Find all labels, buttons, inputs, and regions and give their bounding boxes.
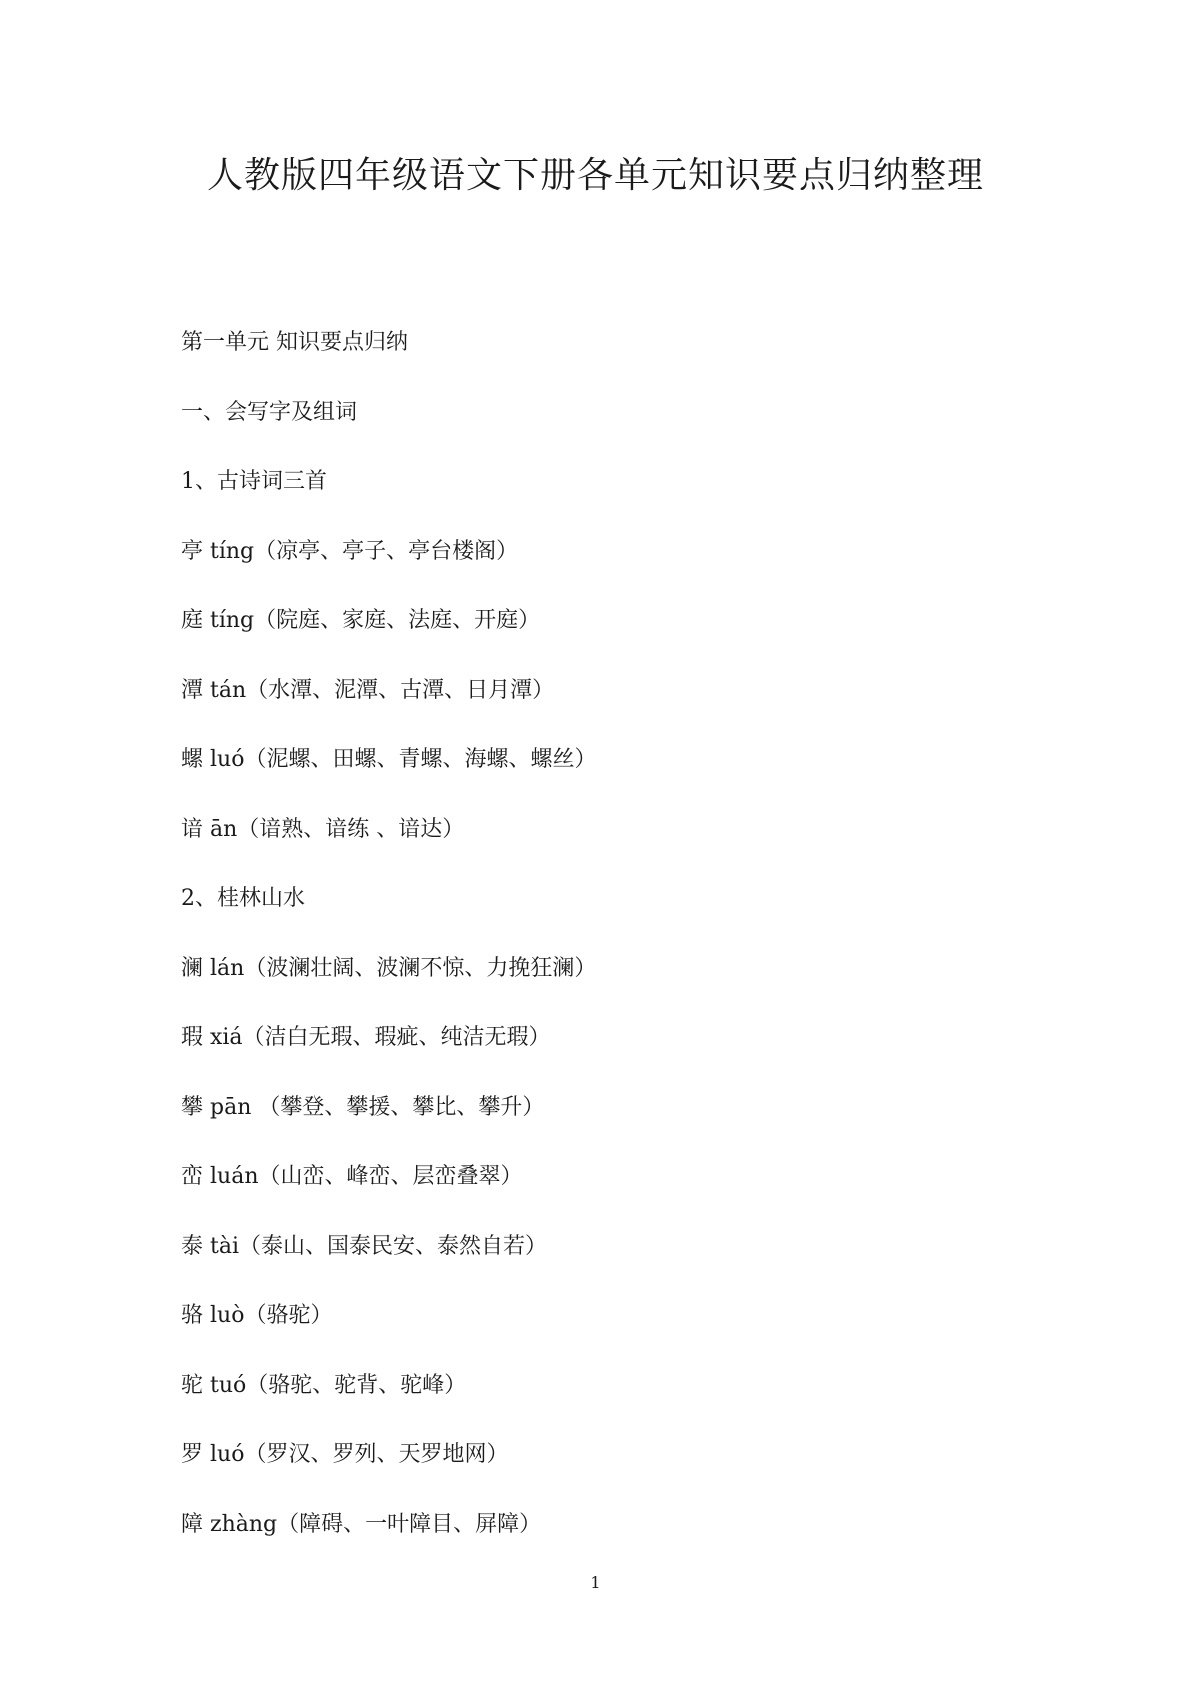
content-lines xyxy=(181,328,596,1579)
lesson-heading: 2、桂林山水 xyxy=(181,886,305,911)
vocab-line: 谙 ān（谙熟、谙练 、谙达） xyxy=(181,816,465,842)
vocab-line: 罗 luó（罗汉、罗列、天罗地网） xyxy=(181,1442,509,1467)
vocab-line: 障 zhàng（障碍、一叶障目、屏障） xyxy=(181,1511,542,1537)
document-title: 人教版四年级语文下册各单元知识要点归纳整理 xyxy=(206,155,984,196)
vocab-line: 潭 tán（水潭、泥潭、古潭、日月潭） xyxy=(181,677,555,703)
page-number: 1 xyxy=(590,1573,601,1592)
section-heading: 第一单元 知识要点归纳 xyxy=(181,330,408,355)
vocab-line: 瑕 xiá（洁白无瑕、瑕疵、纯洁无瑕） xyxy=(181,1025,551,1050)
vocab-line: 驼 tuó（骆驼、驼背、驼峰） xyxy=(181,1372,467,1398)
vocab-line: 螺 luó（泥螺、田螺、青螺、海螺、螺丝） xyxy=(181,747,597,772)
vocab-line: 庭 tíng（院庭、家庭、法庭、开庭） xyxy=(181,608,541,633)
lesson-heading: 1、古诗词三首 xyxy=(181,469,327,494)
vocab-line: 峦 luán（山峦、峰峦、层峦叠翠） xyxy=(181,1164,523,1189)
vocab-line: 亭 tíng（凉亭、亭子、亭台楼阁） xyxy=(181,538,519,564)
vocab-line: 骆 luò（骆驼） xyxy=(181,1303,333,1328)
vocab-line: 攀 pān （攀登、攀援、攀比、攀升） xyxy=(181,1094,545,1120)
subsection-heading: 一、会写字及组词 xyxy=(181,399,358,425)
vocab-line: 澜 lán（波澜壮阔、波澜不惊、力挽狂澜） xyxy=(181,955,597,981)
vocab-line: 泰 tài（泰山、国泰民安、泰然自若） xyxy=(181,1233,547,1259)
